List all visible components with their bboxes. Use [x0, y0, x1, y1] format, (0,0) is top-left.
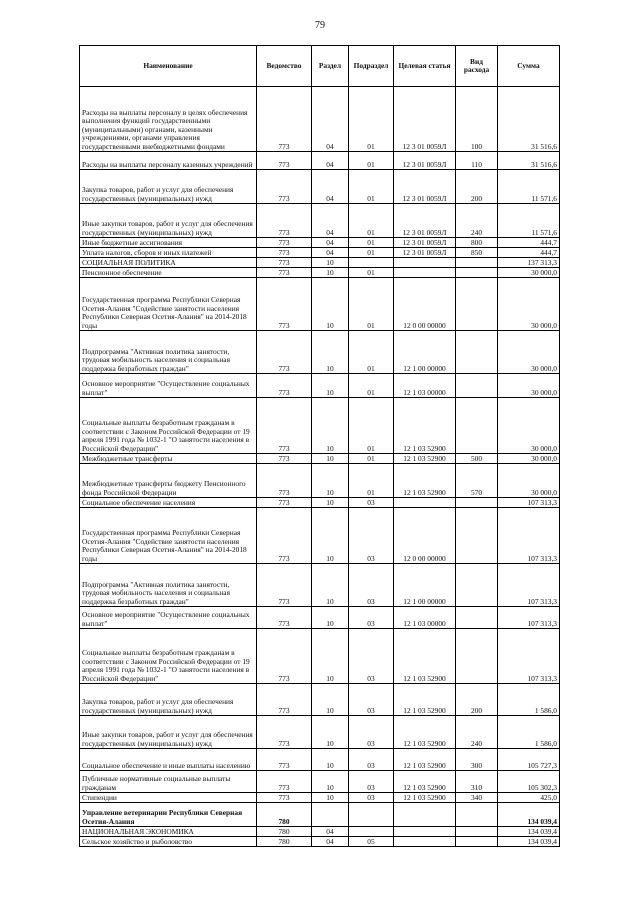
cell-statya: 12 3 01 0059Л	[394, 248, 456, 258]
cell-statya	[394, 837, 456, 847]
cell-name: Пенсионное обеспечение	[80, 268, 257, 278]
cell-ved: 773	[257, 498, 312, 508]
cell-razdel: 10	[312, 454, 349, 464]
cell-ved: 773	[257, 607, 312, 629]
table-row	[80, 278, 560, 331]
cell-statya	[394, 258, 456, 268]
cell-vid: 200	[456, 684, 498, 716]
cell-summa: 1 586,0	[498, 684, 560, 716]
cell-vid: 300	[456, 749, 498, 771]
table-row	[80, 837, 560, 847]
cell-podrazdel: 03	[349, 749, 394, 771]
cell-statya: 12 3 01 0059Л	[394, 152, 456, 170]
cell-podrazdel: 01	[349, 278, 394, 331]
cell-summa: 30 000,0	[498, 464, 560, 498]
cell-ved: 773	[257, 749, 312, 771]
cell-podrazdel: 03	[349, 607, 394, 629]
cell-vid	[456, 827, 498, 837]
header-statya: Целевая статья	[394, 46, 456, 87]
cell-ved: 773	[257, 374, 312, 398]
cell-statya: 12 1 03 00000	[394, 374, 456, 398]
cell-vid	[456, 278, 498, 331]
cell-name: Иные бюджетные ассигнования	[80, 238, 257, 248]
cell-razdel: 10	[312, 331, 349, 374]
table-row	[80, 87, 560, 152]
cell-statya: 12 0 00 00000	[394, 508, 456, 564]
cell-razdel: 10	[312, 771, 349, 793]
cell-ved: 773	[257, 278, 312, 331]
cell-podrazdel: 01	[349, 248, 394, 258]
cell-name: Закупка товаров, работ и услуг для обеспечения государственных (муниципальных) нужд	[80, 170, 257, 204]
cell-podrazdel: 03	[349, 684, 394, 716]
cell-summa: 31 516,6	[498, 152, 560, 170]
cell-summa: 107 313,3	[498, 498, 560, 508]
cell-podrazdel: 01	[349, 238, 394, 248]
cell-summa: 134 039,4	[498, 837, 560, 847]
cell-razdel: 10	[312, 793, 349, 803]
cell-summa: 30 000,0	[498, 331, 560, 374]
cell-statya: 12 1 03 52900	[394, 749, 456, 771]
table-row	[80, 793, 560, 803]
cell-ved: 773	[257, 152, 312, 170]
cell-name: Межбюджетные трансферты	[80, 454, 257, 464]
cell-summa: 30 000,0	[498, 374, 560, 398]
cell-statya	[394, 827, 456, 837]
cell-name: Социальное обеспечение и иные выплаты населению	[80, 749, 257, 771]
cell-summa: 30 000,0	[498, 398, 560, 454]
cell-ved: 773	[257, 629, 312, 684]
cell-ved: 773	[257, 204, 312, 238]
cell-razdel: 04	[312, 204, 349, 238]
cell-podrazdel: 01	[349, 152, 394, 170]
table-row	[80, 258, 560, 268]
cell-statya: 12 3 01 0059Л	[394, 87, 456, 152]
cell-statya: 12 1 03 00000	[394, 607, 456, 629]
cell-vid	[456, 803, 498, 827]
cell-statya: 12 1 03 52900	[394, 771, 456, 793]
cell-razdel: 04	[312, 238, 349, 248]
cell-ved: 773	[257, 771, 312, 793]
cell-podrazdel: 01	[349, 331, 394, 374]
cell-podrazdel: 01	[349, 268, 394, 278]
table-row	[80, 331, 560, 374]
cell-razdel: 10	[312, 684, 349, 716]
table-row	[80, 152, 560, 170]
cell-podrazdel: 03	[349, 508, 394, 564]
table-row	[80, 771, 560, 793]
cell-summa: 30 000,0	[498, 268, 560, 278]
cell-podrazdel: 01	[349, 464, 394, 498]
cell-name: НАЦИОНАЛЬНАЯ ЭКОНОМИКА	[80, 827, 257, 837]
cell-podrazdel: 01	[349, 398, 394, 454]
cell-vid: 240	[456, 204, 498, 238]
cell-name: Расходы на выплаты персоналу в целях обеспечения выполнения функций государственными (муниципальными) органами, казенными учреждениями, органами управления государственными внебюджетными фондами	[80, 87, 257, 152]
cell-name: Управление ветеринарии Республики Северная Осетия-Алания	[80, 803, 257, 827]
cell-statya: 12 1 00 00000	[394, 564, 456, 607]
cell-statya: 12 1 03 52900	[394, 684, 456, 716]
cell-vid	[456, 629, 498, 684]
cell-razdel	[312, 803, 349, 827]
cell-statya: 12 0 00 00000	[394, 278, 456, 331]
cell-name: Иные закупки товаров, работ и услуг для обеспечения государственных (муниципальных) нужд	[80, 716, 257, 749]
cell-vid	[456, 564, 498, 607]
cell-vid	[456, 508, 498, 564]
table-row	[80, 716, 560, 749]
cell-name: Социальные выплаты безработным гражданам в соответствии с Законом Российской Федерации от 19 апреля 1991 года № 1032-1 "О занятости населения в Российской Федерации"	[80, 629, 257, 684]
cell-podrazdel: 03	[349, 771, 394, 793]
cell-ved: 773	[257, 268, 312, 278]
cell-summa: 31 516,6	[498, 87, 560, 152]
cell-vid	[456, 837, 498, 847]
cell-name: Расходы на выплаты персоналу казенных учреждений	[80, 152, 257, 170]
cell-ved: 773	[257, 248, 312, 258]
cell-vid	[456, 374, 498, 398]
cell-podrazdel: 03	[349, 564, 394, 607]
table-row	[80, 248, 560, 258]
header-name: Наименование	[80, 46, 257, 87]
table-row	[80, 204, 560, 238]
cell-razdel: 04	[312, 248, 349, 258]
cell-ved: 773	[257, 684, 312, 716]
cell-name: Социальное обеспечение населения	[80, 498, 257, 508]
header-summa: Сумма	[498, 46, 560, 87]
cell-razdel: 10	[312, 629, 349, 684]
table-row	[80, 170, 560, 204]
cell-summa: 134 039,4	[498, 827, 560, 837]
cell-vid	[456, 258, 498, 268]
cell-podrazdel: 05	[349, 837, 394, 847]
cell-name: Иные закупки товаров, работ и услуг для обеспечения государственных (муниципальных) нужд	[80, 204, 257, 238]
page-number: 79	[315, 20, 325, 31]
cell-vid: 200	[456, 170, 498, 204]
cell-vid: 340	[456, 793, 498, 803]
cell-vid	[456, 331, 498, 374]
cell-razdel: 10	[312, 716, 349, 749]
cell-podrazdel	[349, 258, 394, 268]
cell-summa: 30 000,0	[498, 454, 560, 464]
header-ved: Ведомство	[257, 46, 312, 87]
cell-summa: 107 313,3	[498, 564, 560, 607]
cell-summa: 137 313,3	[498, 258, 560, 268]
cell-vid	[456, 498, 498, 508]
cell-ved: 773	[257, 508, 312, 564]
cell-razdel: 04	[312, 87, 349, 152]
cell-podrazdel: 03	[349, 716, 394, 749]
cell-summa: 425,0	[498, 793, 560, 803]
cell-razdel: 10	[312, 268, 349, 278]
cell-statya	[394, 803, 456, 827]
cell-podrazdel: 01	[349, 87, 394, 152]
header-razdel: Раздел	[312, 46, 349, 87]
cell-statya: 12 1 03 52900	[394, 793, 456, 803]
cell-razdel: 10	[312, 278, 349, 331]
cell-razdel: 10	[312, 749, 349, 771]
cell-name: Подпрограмма "Активная политика занятости, трудовая мобильность населения и социальная поддержка безработных граждан"	[80, 564, 257, 607]
cell-podrazdel: 03	[349, 793, 394, 803]
cell-vid: 500	[456, 454, 498, 464]
cell-razdel: 10	[312, 564, 349, 607]
cell-razdel: 10	[312, 374, 349, 398]
table-row	[80, 268, 560, 278]
cell-statya	[394, 268, 456, 278]
cell-ved: 773	[257, 87, 312, 152]
table-row	[80, 398, 560, 454]
cell-statya	[394, 498, 456, 508]
cell-summa: 444,7	[498, 238, 560, 248]
cell-statya: 12 1 03 52900	[394, 716, 456, 749]
cell-vid: 570	[456, 464, 498, 498]
table-row	[80, 374, 560, 398]
cell-name: Межбюджетные трансферты бюджету Пенсионного фонда Российской Федерации	[80, 464, 257, 498]
cell-vid: 240	[456, 716, 498, 749]
cell-summa: 11 571,6	[498, 204, 560, 238]
table-row	[80, 684, 560, 716]
cell-vid	[456, 398, 498, 454]
cell-name: Социальные выплаты безработным гражданам в соответствии с Законом Российской Федерации от 19 апреля 1991 года № 1032-1 "О занятости населения в Российской Федерации"	[80, 398, 257, 454]
cell-vid: 850	[456, 248, 498, 258]
cell-razdel: 10	[312, 607, 349, 629]
cell-name: СОЦИАЛЬНАЯ ПОЛИТИКА	[80, 258, 257, 268]
cell-ved: 773	[257, 170, 312, 204]
cell-podrazdel: 01	[349, 454, 394, 464]
cell-statya: 12 1 03 52900	[394, 454, 456, 464]
cell-summa: 107 313,3	[498, 607, 560, 629]
cell-podrazdel	[349, 827, 394, 837]
cell-podrazdel: 03	[349, 498, 394, 508]
cell-statya: 12 3 01 0059Л	[394, 238, 456, 248]
cell-summa: 30 000,0	[498, 278, 560, 331]
cell-ved: 773	[257, 398, 312, 454]
cell-ved: 773	[257, 793, 312, 803]
table-row	[80, 607, 560, 629]
table-row	[80, 498, 560, 508]
cell-summa: 444,7	[498, 248, 560, 258]
cell-razdel: 04	[312, 827, 349, 837]
cell-statya: 12 1 03 52900	[394, 464, 456, 498]
cell-podrazdel	[349, 803, 394, 827]
cell-name: Государственная программа Республики Северная Осетия-Алания "Содействие занятости населения Республики Северная Осетия-Алания" на 2014-2018 годы	[80, 508, 257, 564]
cell-ved: 773	[257, 238, 312, 248]
table-row	[80, 238, 560, 248]
cell-statya: 12 1 03 52900	[394, 629, 456, 684]
table-header-row	[80, 46, 560, 87]
cell-name: Основное мероприятие "Осуществление социальных выплат"	[80, 374, 257, 398]
cell-razdel: 04	[312, 152, 349, 170]
cell-name: Государственная программа Республики Северная Осетия-Алания "Содействие занятости населения Республики Северная Осетия-Алания" на 2014-2018 годы	[80, 278, 257, 331]
cell-vid: 110	[456, 152, 498, 170]
cell-ved: 773	[257, 464, 312, 498]
cell-ved: 773	[257, 454, 312, 464]
cell-vid: 310	[456, 771, 498, 793]
cell-podrazdel: 01	[349, 374, 394, 398]
cell-ved: 773	[257, 258, 312, 268]
header-vid: Вид расхода	[456, 46, 498, 87]
cell-statya: 12 3 01 0059Л	[394, 170, 456, 204]
cell-ved: 773	[257, 564, 312, 607]
cell-summa: 105 727,3	[498, 749, 560, 771]
cell-razdel: 04	[312, 837, 349, 847]
cell-ved: 773	[257, 716, 312, 749]
header-podrazdel: Подраздел	[349, 46, 394, 87]
cell-summa: 11 571,6	[498, 170, 560, 204]
table-row	[80, 629, 560, 684]
cell-ved: 780	[257, 837, 312, 847]
cell-razdel: 10	[312, 258, 349, 268]
cell-summa: 134 039,4	[498, 803, 560, 827]
table-row	[80, 464, 560, 498]
table-row	[80, 454, 560, 464]
cell-razdel: 04	[312, 170, 349, 204]
table-row	[80, 827, 560, 837]
cell-vid: 800	[456, 238, 498, 248]
cell-name: Стипендии	[80, 793, 257, 803]
cell-statya: 12 1 03 52900	[394, 398, 456, 454]
cell-summa: 107 313,3	[498, 508, 560, 564]
cell-statya: 12 3 01 0059Л	[394, 204, 456, 238]
cell-ved: 780	[257, 827, 312, 837]
cell-name: Сельское хозяйство и рыболовство	[80, 837, 257, 847]
cell-name: Закупка товаров, работ и услуг для обеспечения государственных (муниципальных) нужд	[80, 684, 257, 716]
cell-ved: 773	[257, 331, 312, 374]
cell-vid	[456, 268, 498, 278]
table-row	[80, 508, 560, 564]
cell-name: Публичные нормативные социальные выплаты гражданам	[80, 771, 257, 793]
table-row	[80, 749, 560, 771]
cell-summa: 105 302,3	[498, 771, 560, 793]
cell-razdel: 10	[312, 498, 349, 508]
cell-razdel: 10	[312, 398, 349, 454]
table-row	[80, 564, 560, 607]
cell-razdel: 10	[312, 464, 349, 498]
cell-name: Подпрограмма "Активная политика занятости, трудовая мобильность населения и социальная поддержка безработных граждан"	[80, 331, 257, 374]
cell-summa: 1 586,0	[498, 716, 560, 749]
table-row	[80, 803, 560, 827]
cell-vid: 100	[456, 87, 498, 152]
cell-vid	[456, 607, 498, 629]
cell-name: Уплата налогов, сборов и иных платежей	[80, 248, 257, 258]
cell-podrazdel: 01	[349, 204, 394, 238]
cell-name: Основное мероприятие "Осуществление социальных выплат"	[80, 607, 257, 629]
cell-summa: 107 313,3	[498, 629, 560, 684]
cell-statya: 12 1 00 00000	[394, 331, 456, 374]
budget-table	[79, 45, 560, 847]
cell-podrazdel: 03	[349, 629, 394, 684]
cell-ved: 780	[257, 803, 312, 827]
cell-razdel: 10	[312, 508, 349, 564]
cell-podrazdel: 01	[349, 170, 394, 204]
